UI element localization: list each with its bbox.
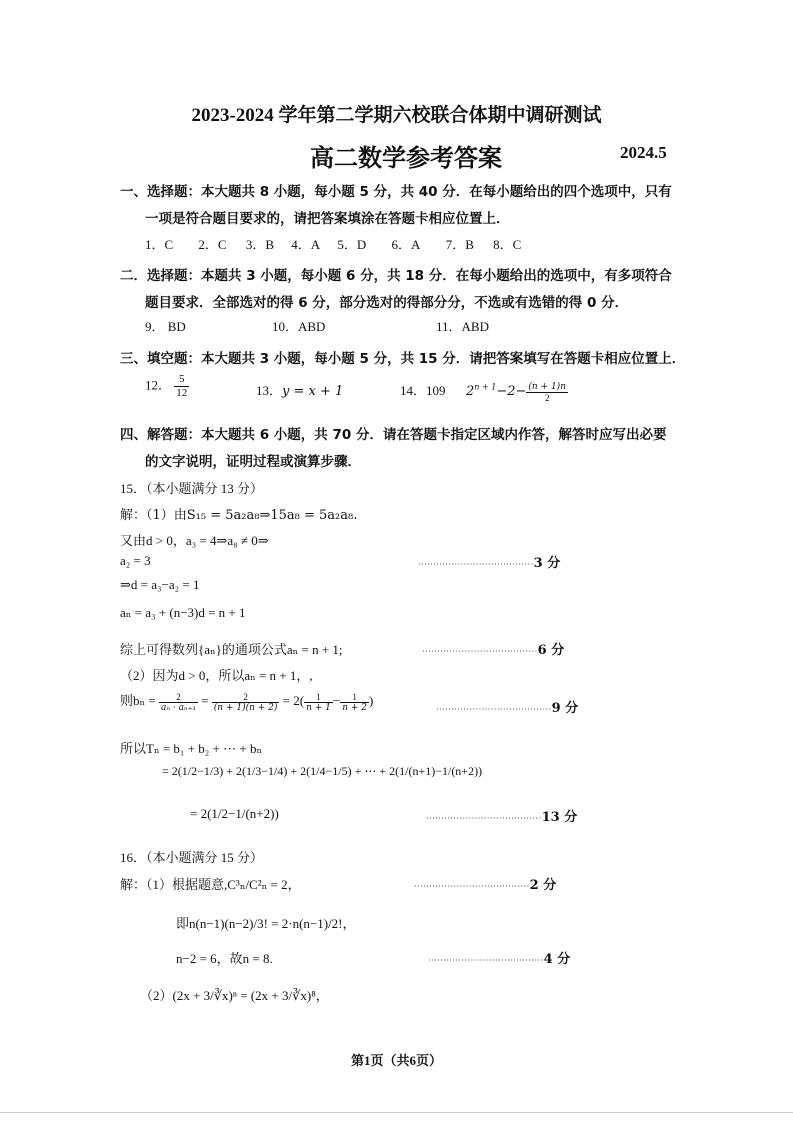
answer-14-mid: −2− bbox=[496, 384, 527, 399]
q15-l8-frac3-den: n + 1 bbox=[306, 702, 331, 713]
q16-line2: 即n(n−1)(n−2)/3! = 2·n(n−1)/2!， bbox=[176, 916, 356, 931]
answer-14-fraction bbox=[526, 382, 568, 403]
answer-14 bbox=[400, 380, 568, 403]
section2-heading-line1: 二．选择题：本题共 3 小题，每小题 6 分，共 18 分．在每小题给出的选项中，有多项符合 bbox=[120, 268, 672, 284]
section1-heading-line2: 一项是符合题目要求的，请把答案填涂在答题卡相应位置上． bbox=[145, 211, 510, 227]
answer-1: 1．C bbox=[145, 237, 174, 252]
q15-l8-frac2 bbox=[212, 692, 280, 713]
q15-line9: 所以Tₙ = b₁ + b₂ + ⋯ + bₙ bbox=[120, 741, 263, 756]
q15-l8-eq2: = 2( bbox=[282, 693, 305, 708]
answer-8: 8．C bbox=[493, 237, 522, 252]
q15-l8-eq: = bbox=[201, 693, 209, 708]
q15-line1: 解：（1）由S₁₅ = 5a₂a₈⇒15a₈ = 5a₂a₈. bbox=[120, 508, 358, 523]
answer-12 bbox=[145, 373, 189, 400]
q16-score-4-text: 4 分 bbox=[543, 952, 571, 967]
answer-12-numerator: 5 bbox=[174, 373, 189, 387]
page-bottom-divider bbox=[0, 1112, 793, 1113]
q15-line7: （2）因为d > 0，所以aₙ = n + 1，, bbox=[120, 668, 313, 683]
q15-l8-frac4-den: n + 2 bbox=[342, 702, 368, 713]
q15-l8-pre: 则bₙ = bbox=[120, 693, 156, 708]
answer-14-base: 2 bbox=[466, 384, 475, 399]
answer-11: 11．ABD bbox=[436, 319, 489, 334]
answer-3: 3．B bbox=[245, 237, 275, 252]
q15-l8-frac1-den: aₙ · aₙ₊₁ bbox=[160, 702, 196, 713]
q15-score-6: ······································6 分 bbox=[422, 643, 565, 658]
section1-heading-line1: 一、选择题：本大题共 8 小题，每小题 5 分，共 40 分．在每小题给出的四个选项中，只有 bbox=[120, 184, 672, 200]
q16-score-2-text: 2 分 bbox=[529, 878, 557, 893]
q15-score-3: ······································3 分 bbox=[418, 556, 561, 571]
answer-10: 10．ABD bbox=[272, 319, 326, 334]
answer-14-frac-num: (n + 1)n bbox=[528, 381, 566, 392]
answer-12-fraction bbox=[174, 373, 189, 400]
q16-line3: n−2 = 6，故n = 8. bbox=[176, 951, 273, 966]
q15-l8-frac1-num: 2 bbox=[159, 692, 198, 703]
answer-12-label: 12． bbox=[145, 377, 172, 393]
section3-heading: 三、填空题：本大题共 3 小题，每小题 5 分，共 15 分．请把答案填写在答题卡相应位置上． bbox=[120, 351, 686, 367]
q16-line1: 解：（1）根据题意,C³ₙ/C²ₙ = 2， bbox=[120, 877, 301, 892]
q15-l8-frac1 bbox=[159, 692, 198, 713]
answer-14-exponent: n + 1 bbox=[474, 382, 497, 392]
answer-5: 5．D bbox=[337, 237, 367, 252]
answer-13 bbox=[256, 380, 343, 399]
q15-score-9: ······································9 分 bbox=[436, 701, 579, 716]
q15-l8-frac2-den: (n + 1)(n + 2) bbox=[213, 702, 278, 713]
answer-14-label: 14． bbox=[400, 383, 427, 398]
q15-score-9-text: 9 分 bbox=[551, 701, 579, 716]
q16-line4: （2）(2x + 3/∛x)ⁿ = (2x + 3/∛x)⁸， bbox=[140, 988, 329, 1003]
q15-line10: = 2(1/2−1/3) + 2(1/3−1/4) + 2(1/4−1/5) + ⋯ + 2(1/(n+1)−1/(n+2)) bbox=[162, 764, 483, 778]
q15-l8-frac4 bbox=[340, 692, 369, 713]
q16-title: 16．（本小题满分 15 分） bbox=[120, 850, 264, 865]
q16-score-4: ······································4 分 bbox=[428, 952, 571, 967]
document-title: 2023-2024 学年第二学期六校联合体期中调研测试 bbox=[191, 105, 602, 126]
q15-line3: a₂ = 3 bbox=[120, 553, 151, 568]
q15-l8-frac2-num: 2 bbox=[212, 692, 280, 703]
q15-line5: aₙ = a₃ + (n−3)d = n + 1 bbox=[120, 605, 246, 620]
section4-heading-line1: 四、解答题：本大题共 6 小题，共 70 分．请在答题卡指定区域内作答，解答时应写出必要 bbox=[120, 427, 667, 443]
q15-l8-frac3-num: 1 bbox=[304, 692, 333, 703]
q15-line11: = 2(1/2−1/(n+2)) bbox=[190, 806, 279, 821]
q15-l8-frac4-num: 1 bbox=[340, 692, 369, 703]
q15-line6: 综上可得数列{aₙ}的通项公式aₙ = n + 1; bbox=[120, 642, 343, 657]
answer-6: 6．A bbox=[391, 237, 421, 252]
section2-heading-line2: 题目要求．全部选对的得 6 分，部分选对的得部分分，不选或有选错的得 0 分． bbox=[145, 295, 629, 311]
document-date: 2024.5 bbox=[620, 143, 667, 162]
q15-l8-frac3 bbox=[304, 692, 333, 713]
q15-line2: 又由d > 0，a₃ = 4⇒a₈ ≠ 0⇒ bbox=[120, 533, 269, 548]
q16-score-2: ······································2 分 bbox=[414, 878, 557, 893]
q15-line8 bbox=[120, 690, 373, 713]
answer-14-frac-den: 2 bbox=[544, 392, 550, 403]
answer-12-denominator: 12 bbox=[176, 387, 188, 399]
answer-13-label: 13． bbox=[256, 383, 283, 398]
answer-14-value: 109 bbox=[426, 383, 446, 398]
q15-score-3-text: 3 分 bbox=[533, 556, 561, 571]
section1-answers bbox=[145, 234, 521, 253]
q15-l8-minus: − bbox=[332, 693, 341, 708]
answer-4: 4．A bbox=[291, 237, 321, 252]
q15-score-6-text: 6 分 bbox=[537, 643, 565, 658]
q15-l8-close: ) bbox=[369, 693, 374, 708]
document-subtitle: 高二数学参考答案 bbox=[310, 144, 502, 172]
answer-13-expr: y = x + 1 bbox=[282, 384, 344, 399]
answer-9: 9． BD bbox=[145, 319, 186, 334]
q15-score-13-text: 13 分 bbox=[541, 810, 578, 825]
answer-2: 2．C bbox=[198, 237, 227, 252]
q15-title: 15．（本小题满分 13 分） bbox=[120, 481, 264, 496]
q15-line4: ⇒d = a₃−a₂ = 1 bbox=[120, 577, 200, 592]
q15-score-13: ······································13 分 bbox=[426, 810, 578, 825]
section4-heading-line2: 的文字说明，证明过程或演算步骤． bbox=[145, 454, 361, 470]
answer-7: 7．B bbox=[445, 237, 474, 252]
page-footer: 第1页（共6页） bbox=[350, 1053, 442, 1068]
